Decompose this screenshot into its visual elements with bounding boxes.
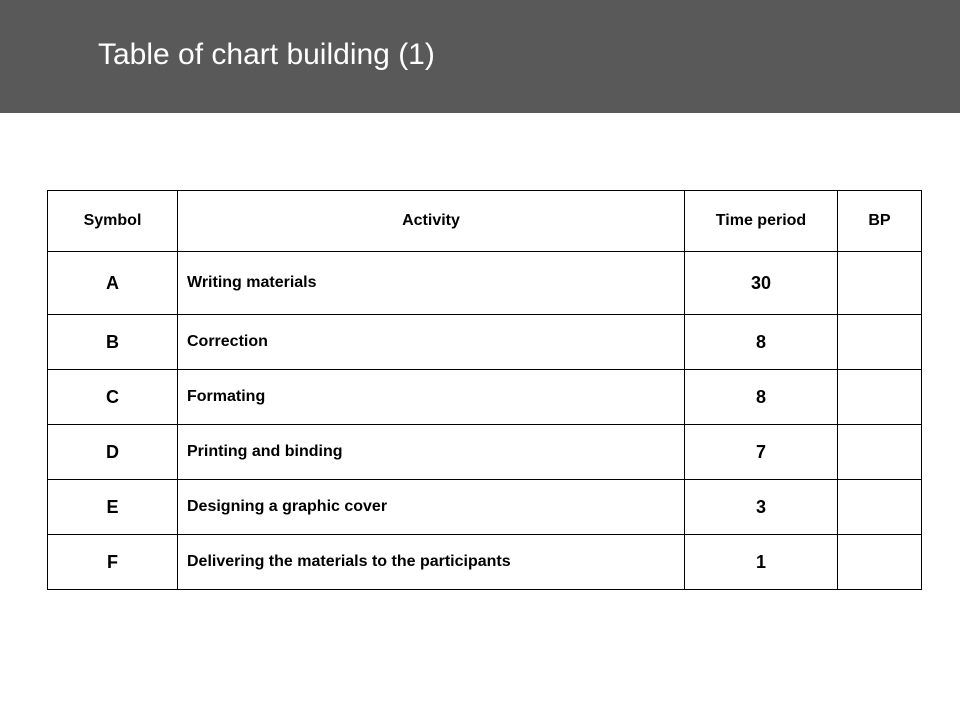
time-period-cell: 3: [685, 480, 838, 535]
table-row: [48, 535, 922, 590]
table-row: [48, 425, 922, 480]
time-period-cell: 30: [685, 252, 838, 315]
activity-cell: Formating: [178, 370, 685, 425]
header-bp: BP: [838, 191, 922, 252]
activity-cell: Writing materials: [178, 252, 685, 315]
symbol-cell: F: [48, 535, 178, 590]
time-period-cell: 7: [685, 425, 838, 480]
activity-table: [47, 190, 922, 590]
bp-cell: [838, 252, 922, 315]
activity-cell: Designing a graphic cover: [178, 480, 685, 535]
activity-cell: Delivering the materials to the participants: [178, 535, 685, 590]
activity-cell: Printing and binding: [178, 425, 685, 480]
bp-cell: [838, 535, 922, 590]
symbol-cell: C: [48, 370, 178, 425]
activity-cell: Correction: [178, 315, 685, 370]
bp-cell: [838, 480, 922, 535]
slide-title: Table of chart building (1): [98, 38, 435, 71]
bp-cell: [838, 370, 922, 425]
header-symbol: Symbol: [48, 191, 178, 252]
table-row: [48, 252, 922, 315]
header-activity: Activity: [178, 191, 685, 252]
symbol-cell: B: [48, 315, 178, 370]
header-time-period: Time period: [685, 191, 838, 252]
time-period-cell: 8: [685, 315, 838, 370]
title-bar: [0, 0, 960, 113]
time-period-cell: 1: [685, 535, 838, 590]
bp-cell: [838, 315, 922, 370]
time-period-cell: 8: [685, 370, 838, 425]
table-header-row: [48, 191, 922, 252]
bp-cell: [838, 425, 922, 480]
table-row: [48, 480, 922, 535]
symbol-cell: E: [48, 480, 178, 535]
symbol-cell: D: [48, 425, 178, 480]
symbol-cell: A: [48, 252, 178, 315]
table-row: [48, 315, 922, 370]
table-row: [48, 370, 922, 425]
